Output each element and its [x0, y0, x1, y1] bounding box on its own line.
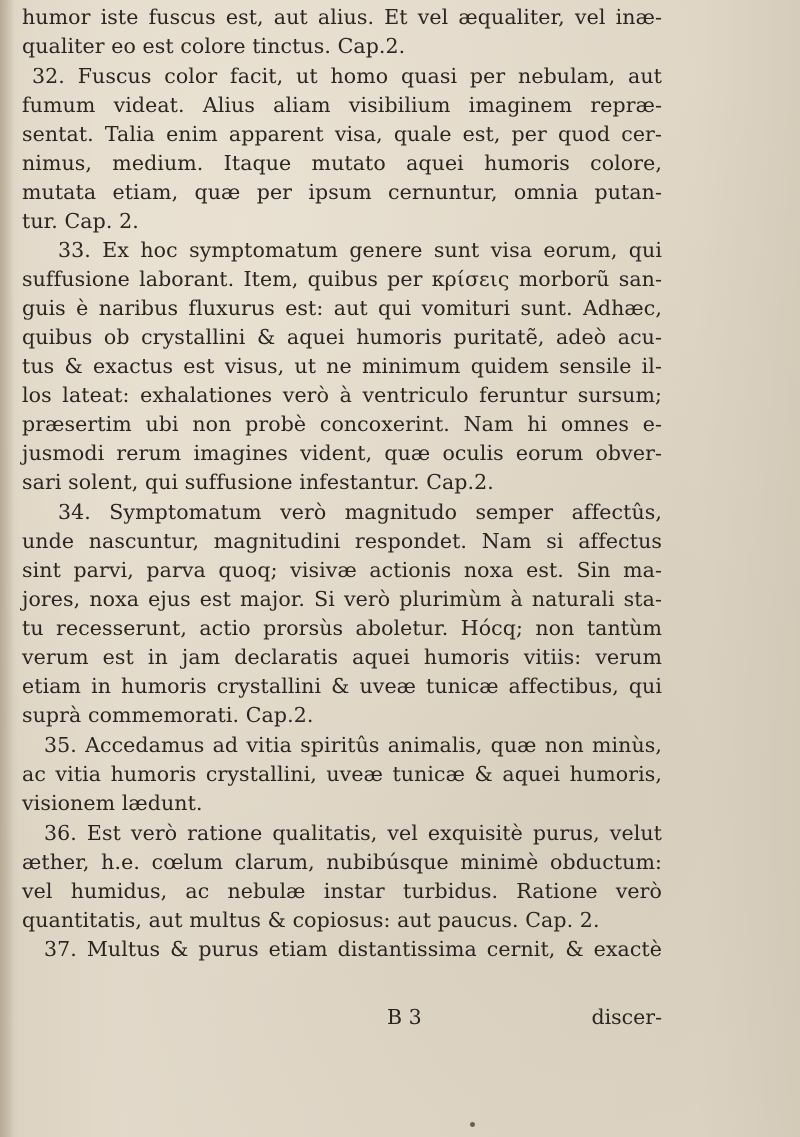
text-line: los lateat: exhalationes verò à ventriculo feruntur sursum; — [22, 383, 662, 407]
text-line: guis è naribus fluxurus est: aut qui vomituri sunt. Adhæc, — [22, 296, 662, 320]
text-line: tur. Cap. 2. — [22, 209, 139, 233]
text-line: unde nascuntur, magnitudini respondet. Nam si affectus — [22, 529, 662, 553]
text-line: etiam in humoris crystallini & uveæ tunicæ affectibus, qui — [22, 674, 662, 698]
text-line: fumum videat. Alius aliam visibilium imaginem repræ- — [22, 93, 662, 117]
text-line: tu recesserunt, actio prorsùs aboletur. Hócq; non tantùm — [22, 616, 662, 640]
text-line: mutata etiam, quæ per ipsum cernuntur, omnia putan- — [22, 180, 662, 204]
text-line: 37. Multus & purus etiam distantissima cernit, & exactè — [44, 937, 662, 961]
text-line: humor iste fuscus est, aut alius. Et vel æqualiter, vel inæ- — [22, 5, 662, 29]
text-line: nimus, medium. Itaque mutato aquei humoris colore, — [22, 151, 662, 175]
text-line: tus & exactus est visus, ut ne minimum quidem sensile il- — [22, 354, 662, 378]
text-line: verum est in jam declaratis aquei humoris vitiis: verum — [22, 645, 662, 669]
text-line: qualiter eo est colore tinctus. Cap.2. — [22, 34, 406, 58]
text-line: vel humidus, ac nebulæ instar turbidus. Ratione verò — [22, 879, 662, 903]
text-line: æther, h.e. cœlum clarum, nubibúsque minimè obductum: — [22, 850, 662, 874]
text-line: jores, noxa ejus est major. Si verò plurimùm à naturali sta- — [22, 587, 662, 611]
text-line: suprà commemorati. Cap.2. — [22, 703, 314, 727]
text-line: quantitatis, aut multus & copiosus: aut paucus. Cap. 2. — [22, 908, 600, 932]
text-line: quibus ob crystallini & aquei humoris puritatẽ, adeò acu- — [22, 325, 662, 349]
text-line: præsertim ubi non probè concoxerint. Nam hi omnes e- — [22, 412, 662, 436]
text-line: visionem lædunt. — [22, 791, 203, 815]
signature-mark: B 3 — [387, 1005, 422, 1029]
text-line: jusmodi rerum imagines vident, quæ oculis eorum obver- — [22, 441, 662, 465]
text-line: 32. Fuscus color facit, ut homo quasi per nebulam, aut — [32, 64, 662, 88]
catchword: discer- — [591, 1005, 662, 1029]
text-line: 35. Accedamus ad vitia spiritûs animalis, quæ non minùs, — [44, 733, 662, 757]
page-footer — [22, 1005, 662, 1030]
text-line: 33. Ex hoc symptomatum genere sunt visa eorum, qui — [58, 238, 662, 262]
text-line: sentat. Talia enim apparent visa, quale est, per quod cer- — [22, 122, 662, 146]
page-gutter-shadow — [0, 0, 14, 1137]
text-line: suffusione laborant. Item, quibus per κρίσεις morborũ san- — [22, 267, 662, 291]
text-line: 36. Est verò ratione qualitatis, vel exquisitè purus, velut — [44, 821, 662, 845]
text-line: sari solent, qui suffusione infestantur. Cap.2. — [22, 470, 494, 494]
paper-speck — [470, 1122, 475, 1127]
text-line: 34. Symptomatum verò magnitudo semper affectûs, — [58, 500, 662, 524]
text-line: ac vitia humoris crystallini, uveæ tunicæ & aquei humoris, — [22, 762, 662, 786]
text-line: sint parvi, parva quoq; visivæ actionis noxa est. Sin ma- — [22, 558, 662, 582]
